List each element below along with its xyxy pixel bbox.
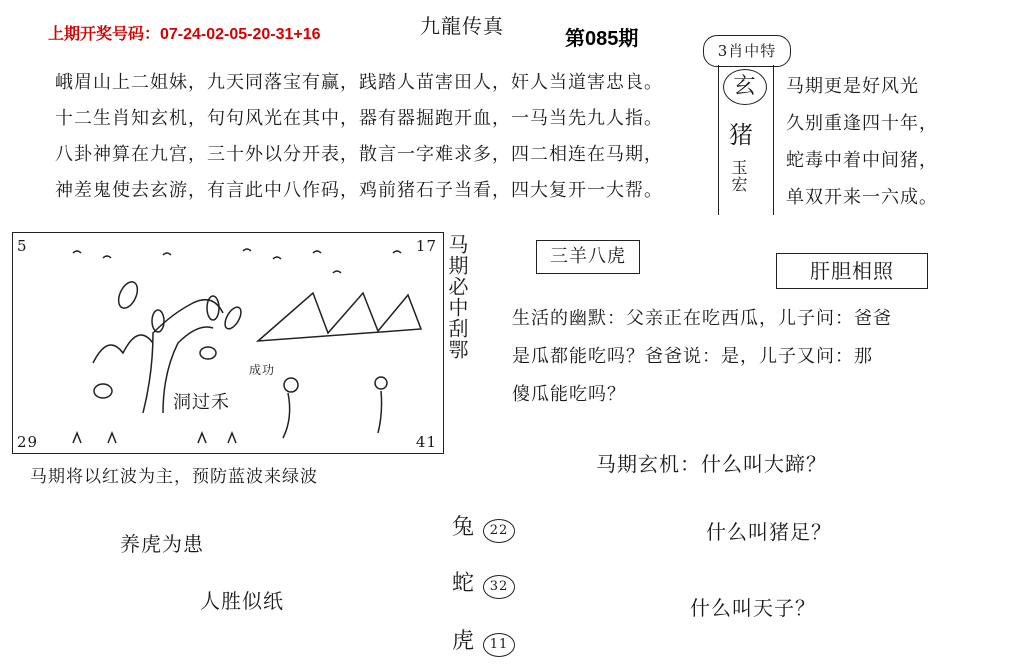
- animal-name: 兔: [452, 515, 476, 540]
- idiom-2: 人胜似纸: [200, 589, 284, 613]
- poem-line: 十二生肖知玄机，句句风光在其中，器有器掘跑开血，一马当先九人指。: [55, 108, 663, 129]
- verse-line: 单双开来一六成。: [786, 187, 938, 208]
- side-box: [718, 65, 774, 215]
- vertical-caption: 马期必中刮鄂: [445, 234, 469, 360]
- last-draw-numbers: 上期开奖号码：07-24-02-05-20-31+16: [48, 26, 321, 43]
- poem-line: 峨眉山上二姐妹，九天同落宝有赢，践踏人苗害田人，奸人当道害忠良。: [55, 72, 663, 93]
- animal-row: [452, 624, 515, 657]
- animal-name: 蛇: [452, 571, 476, 596]
- sketch-caption: 洞过禾: [173, 392, 230, 413]
- center-title: 九龍传真: [420, 14, 504, 38]
- question-1: 马期玄机：什么叫大蹄？: [596, 452, 827, 476]
- question-2: 什么叫猪足？: [706, 520, 832, 544]
- poem-line: 神差鬼使去玄游，有言此中八作码，鸡前猪石子当看，四大复开一大帮。: [55, 180, 663, 201]
- issue-number: 第085期: [565, 28, 639, 50]
- animal-number: 22: [483, 519, 515, 543]
- riddle-title-box: 肝胆相照: [776, 253, 928, 289]
- sketch-illustration: [13, 233, 443, 453]
- circled-char: 玄: [723, 69, 767, 105]
- side-char-1: 猪: [729, 121, 754, 149]
- animal-number: 32: [483, 575, 515, 599]
- poem-block: [55, 65, 715, 209]
- corner-number: 17: [415, 237, 437, 255]
- verse-line: 马期更是好风光: [786, 76, 919, 97]
- three-zodiac-box: 3肖中特: [703, 35, 791, 67]
- right-verse: [786, 68, 1022, 216]
- animal-name: 虎: [452, 629, 476, 654]
- sketch-small-caption: 成功: [249, 363, 276, 377]
- idiom-1: 养虎为患: [120, 532, 204, 556]
- three-animals-box: 三羊八虎: [536, 240, 640, 274]
- riddle-line: 傻瓜能吃吗？: [512, 384, 626, 405]
- poem-line: 八卦神算在九宫，三十外以分开表，散言一字难求多，四二相连在马期，: [55, 144, 663, 165]
- riddle-line: 是瓜都能吃吗？爸爸说：是，儿子又问：那: [512, 346, 873, 367]
- corner-number: 29: [17, 433, 39, 451]
- riddle-line: 生活的幽默：父亲正在吃西瓜，儿子问：爸爸: [512, 308, 892, 329]
- verse-line: 蛇毒中着中间猪，: [786, 150, 938, 171]
- animal-row: [452, 510, 515, 543]
- riddle-text: [512, 300, 1012, 414]
- sketch-frame: [12, 232, 444, 454]
- animal-row: [452, 566, 515, 599]
- corner-number: 41: [415, 433, 437, 451]
- question-3: 什么叫天子？: [690, 596, 816, 620]
- corner-number: 5: [17, 237, 28, 255]
- verse-line: 久别重逢四十年，: [786, 113, 938, 134]
- side-char-2: 玉宏: [729, 159, 748, 193]
- wave-prediction: 马期将以红波为主，预防蓝波来绿波: [30, 467, 318, 487]
- animal-number: 11: [483, 633, 515, 657]
